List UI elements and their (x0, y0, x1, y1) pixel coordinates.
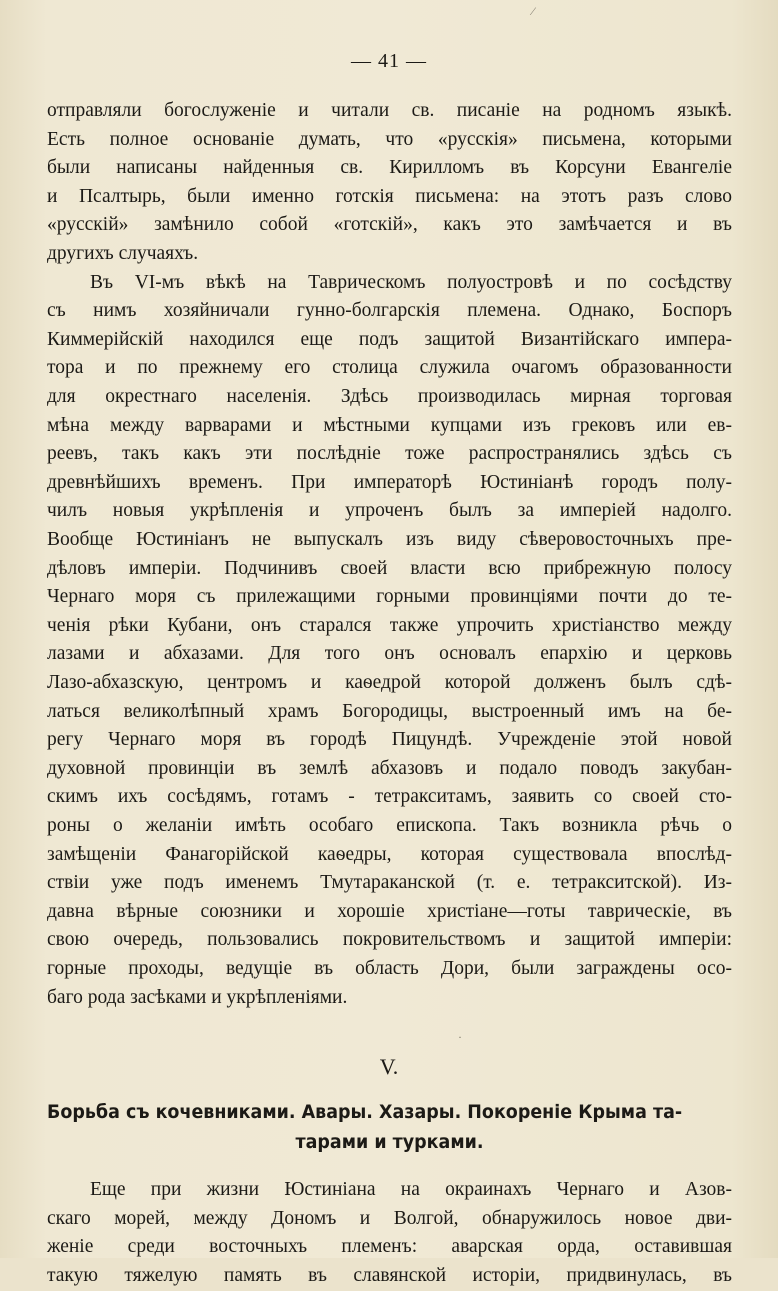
text-line: женіе среди восточныхъ племенъ: аварская орда, оставившая (47, 1236, 732, 1258)
text-line: чилъ новыя укрѣпленія и упроченъ былъ за имперіей надолго. (47, 500, 732, 522)
text-line: свою очередь, пользовались покровительствомъ и защитой имперіи: (47, 929, 732, 951)
text-line: горные проходы, ведущіе въ область Дори, были заграждены осо- (47, 958, 732, 979)
text-line: Еще при жизни Юстиніана на окраинахъ Чернаго и Азов- (90, 1179, 732, 1201)
text-line: давна вѣрные союзники и хорошіе христіане—готы таврическіе, въ (47, 900, 732, 922)
text-line: Лазо-абхазскую, центромъ и каѳедрой которой долженъ былъ сдѣ- (47, 672, 732, 693)
text-line: роны о желаніи имѣть особаго епископа. Такъ возникла рѣчь о (47, 815, 732, 836)
text-line: лазами и абхазами. Для того онъ основалъ епархію и церковь (47, 643, 732, 665)
text-line: духовной провинціи въ землѣ абхазовъ и подало поводъ закубан- (47, 757, 732, 779)
text-line: и Псалтырь, были именно готскія письмена: на этотъ разъ слово (47, 185, 732, 207)
text-line: другихъ случаяхъ. (47, 243, 199, 264)
text-line: съ нимъ хозяйничали гунно-болгарскія племена. Однако, Боспоръ (47, 300, 732, 322)
text-line: Въ VI-мъ вѣкѣ на Таврическомъ полуостровѣ и по сосѣдству (90, 271, 732, 293)
text-line: регу Чернаго моря въ городѣ Пицундѣ. Учрежденіе этой новой (47, 729, 732, 751)
text-line: такую тяжелую память въ славянской исторіи, придвинулась, въ (47, 1265, 732, 1286)
margin-mark: ⁄ (532, 4, 535, 18)
text-line: мѣна между варварами и мѣстными купцами изъ грековъ или ев- (47, 414, 732, 436)
text-line: реевъ, такъ какъ эти послѣдніе тоже распространялись здѣсь съ (47, 443, 732, 465)
text-line: замѣщеніи Фанагорійской каѳедры, которая существовала впослѣд- (47, 843, 732, 865)
text-line: дѣловъ имперіи. Подчинивъ своей власти всю прибрежную полосу (47, 557, 732, 579)
text-line: Вообще Юстиніанъ не выпускалъ изъ виду сѣверовосточныхъ пре- (47, 529, 732, 550)
text-line: тора и по прежнему его столица служила очагомъ образованности (47, 357, 732, 379)
text-line: Чернаго моря съ прилежащими горными провинціями почти до те- (47, 586, 732, 608)
text-line: баго рода засѣками и укрѣпленіями. (47, 986, 348, 1008)
margin-mark: · (458, 1030, 462, 1045)
text-line: скимъ ихъ сосѣдямъ, готамъ - тетракситамъ, заявить со своей сто- (47, 786, 732, 808)
text-line: ченія рѣки Кубани, онъ старался также упрочить христіанство между (47, 614, 732, 636)
text-line: скаго морей, между Дономъ и Волгой, обнаружилось новое дви- (47, 1207, 732, 1229)
text-line: «русскій» замѣнило собой «готскій», какъ это замѣчается и въ (47, 214, 732, 236)
text-line: были написаны найденныя св. Кирилломъ въ Корсуни Евангеліе (47, 157, 732, 179)
text-line: Киммерійскій находился еще подъ защитой Византійскаго импера- (47, 328, 732, 350)
text-line: латься великолѣпный храмъ Богородицы, выстроенный имъ на бе- (47, 700, 732, 722)
text-line: Есть полное основаніе думать, что «русскія» письмена, которыми (47, 128, 732, 150)
section-heading-continued: тарами и турками. (295, 1131, 484, 1154)
text-line: для окрестнаго населенія. Здѣсь производилась мирная торговая (47, 386, 732, 407)
text-line: отправляли богослуженіе и читали св. писаніе на родномъ языкѣ. (47, 100, 732, 121)
section-number: V. (379, 1054, 399, 1080)
section-heading: Борьба съ кочевниками. Авары. Хазары. Покореніе Крыма та- (47, 1101, 683, 1124)
page-number: — 41 — (351, 50, 427, 72)
text-line: ствіи уже подъ именемъ Тмутараканской (т. е. тетракситской). Из- (47, 872, 732, 894)
text-line: древнѣйшихъ временъ. При императорѣ Юстиніанѣ городъ полу- (47, 471, 732, 493)
